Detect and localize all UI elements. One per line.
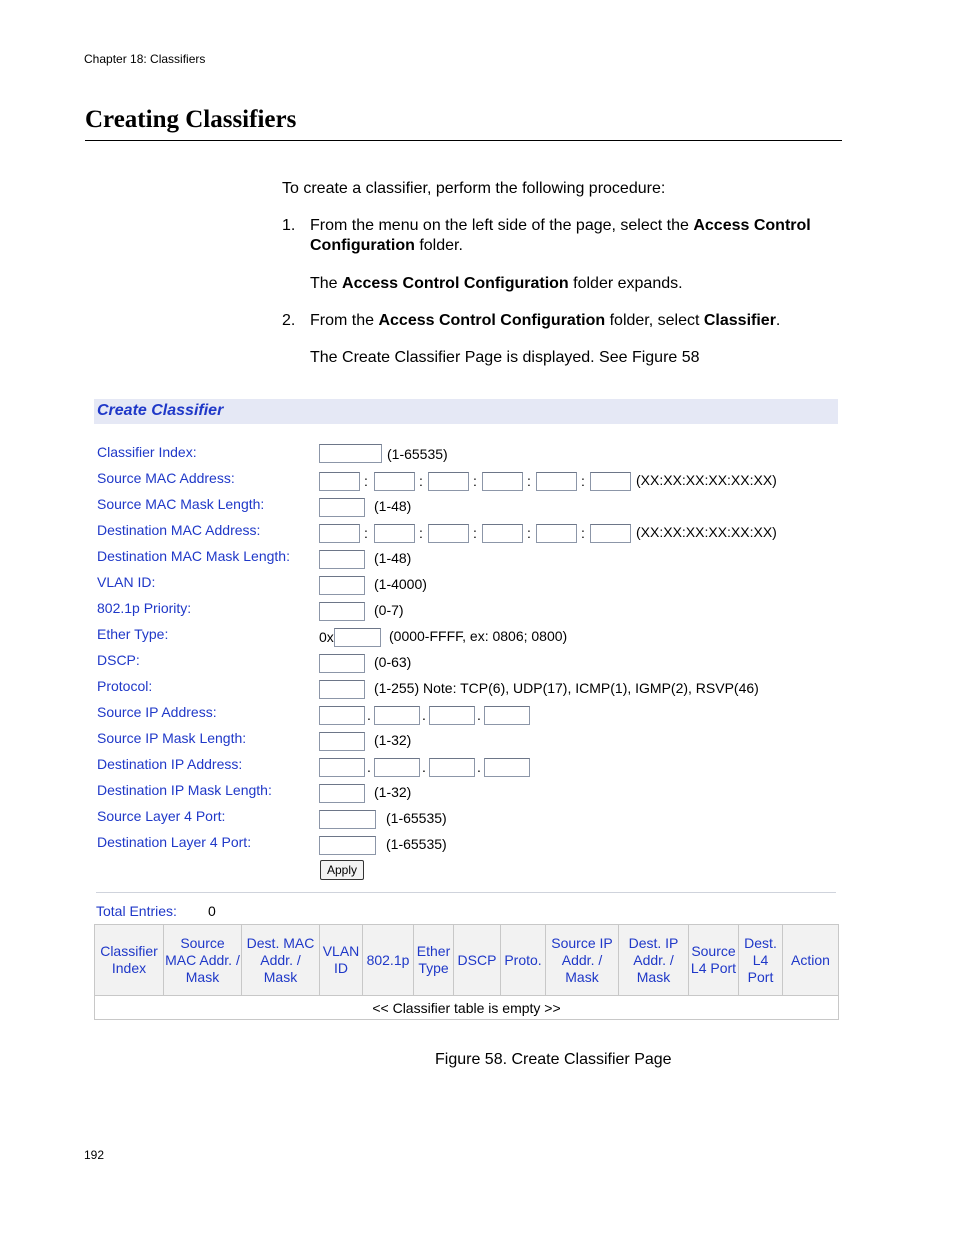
mac-octet-input[interactable] [319,524,360,543]
field-input[interactable] [319,732,365,751]
field-label: VLAN ID: [97,574,156,590]
mac-separator: : [527,525,531,541]
field-hint: (XX:XX:XX:XX:XX:XX) [636,524,777,540]
table-column-header: Source IP Addr. / Mask [546,925,619,996]
table-column-header: Action [783,925,839,996]
field-input[interactable] [319,498,365,517]
mac-octet-input[interactable] [319,472,360,491]
ip-separator: . [367,707,371,723]
field-hint: (0000-FFFF, ex: 0806; 0800) [389,628,568,644]
field-hint: (1-65535) [386,810,447,826]
ip-octet-input[interactable] [374,706,420,725]
ip-octet-input[interactable] [374,758,420,777]
field-input[interactable] [319,576,365,595]
field-hint: (1-32) [374,732,412,748]
total-entries-label: Total Entries: [96,903,177,919]
field-hint: (1-48) [374,550,412,566]
table-column-header: 802.1p [363,925,414,996]
mac-octet-input[interactable] [482,524,523,543]
field-label: Classifier Index: [97,444,197,460]
step-2-result: The Create Classifier Page is displayed. See Figure 58 [310,349,700,366]
mac-separator: : [527,473,531,489]
mac-octet-input[interactable] [428,524,469,543]
field-label: Source IP Address: [97,704,217,720]
field-label: Destination IP Address: [97,756,243,772]
table-column-header: Source L4 Port [689,925,739,996]
figure-caption: Figure 58. Create Classifier Page [435,1051,672,1068]
ip-separator: . [477,759,481,775]
field-hint: (1-65535) [387,446,448,462]
field-label: Destination Layer 4 Port: [97,834,252,850]
field-label: Destination MAC Address: [97,522,261,538]
field-hint: (1-65535) [386,836,447,852]
field-label: Source Layer 4 Port: [97,808,226,824]
step-1-result: The Access Control Configuration folder expands. [310,275,683,292]
table-column-header: Dest. IP Addr. / Mask [619,925,689,996]
field-hint: (0-63) [374,654,412,670]
field-label: Source MAC Mask Length: [97,496,265,512]
field-label: Destination MAC Mask Length: [97,548,290,564]
mac-separator: : [473,473,477,489]
mac-octet-input[interactable] [536,472,577,491]
ether-type-input[interactable] [334,628,381,647]
field-label: Source MAC Address: [97,470,235,486]
ip-octet-input[interactable] [429,758,475,777]
table-header-row [95,925,839,996]
mac-octet-input[interactable] [590,524,631,543]
mac-octet-input[interactable] [536,524,577,543]
classifier-table [94,924,839,1020]
field-input[interactable] [319,602,365,621]
hex-prefix: 0x [319,629,334,645]
ip-separator: . [477,707,481,723]
port-input[interactable] [319,810,376,829]
page-number: 192 [84,1148,105,1162]
ip-octet-input[interactable] [484,758,530,777]
table-column-header: Dest. L4 Port [739,925,783,996]
table-column-header: Source MAC Addr. / Mask [164,925,242,996]
mac-octet-input[interactable] [374,472,415,491]
mac-separator: : [419,473,423,489]
section-title: Creating Classifiers [85,106,297,133]
field-hint: (1-48) [374,498,412,514]
field-hint: (1-4000) [374,576,427,592]
mac-separator: : [364,473,368,489]
step-1-number: 1. [282,217,296,234]
intro-paragraph: To create a classifier, perform the following procedure: [282,180,666,197]
field-hint: (1-32) [374,784,412,800]
table-column-header: VLAN ID [320,925,363,996]
ip-octet-input[interactable] [429,706,475,725]
field-input[interactable] [319,680,365,699]
field-hint: (1-255) Note: TCP(6), UDP(17), ICMP(1), IGMP(2), RSVP(46) [374,680,759,696]
field-input[interactable] [319,784,365,803]
field-input[interactable] [319,654,365,673]
table-column-header: Proto. [501,925,546,996]
apply-button[interactable]: Apply [320,860,364,880]
table-column-header: Ether Type [414,925,454,996]
table-empty-message: << Classifier table is empty >> [95,996,839,1020]
field-label: Protocol: [97,678,153,694]
ip-separator: . [367,759,371,775]
field-input[interactable] [319,550,365,569]
ip-octet-input[interactable] [319,706,365,725]
step-1-text: From the menu on the left side of the page, select the Access Control Configuration folder. [310,217,811,254]
field-label: Ether Type: [97,626,169,642]
ip-octet-input[interactable] [319,758,365,777]
mac-octet-input[interactable] [374,524,415,543]
field-hint: (0-7) [374,602,404,618]
field-label: Source IP Mask Length: [97,730,247,746]
table-column-header: Dest. MAC Addr. / Mask [242,925,320,996]
table-column-header: Classifier Index [95,925,164,996]
mac-octet-input[interactable] [428,472,469,491]
total-entries-value: 0 [208,903,216,919]
ip-octet-input[interactable] [484,706,530,725]
field-hint: (XX:XX:XX:XX:XX:XX) [636,472,777,488]
port-input[interactable] [319,836,376,855]
mac-separator: : [581,473,585,489]
field-label: DSCP: [97,652,140,668]
mac-separator: : [581,525,585,541]
step-2-text: From the Access Control Configuration folder, select Classifier. [310,312,781,329]
field-label: Destination IP Mask Length: [97,782,272,798]
chapter-header: Chapter 18: Classifiers [84,52,206,66]
panel-title: Create Classifier [97,402,224,419]
title-rule [85,140,842,141]
field-label: 802.1p Priority: [97,600,192,616]
form-divider [96,892,836,893]
step-2-number: 2. [282,312,296,329]
mac-octet-input[interactable] [590,472,631,491]
classifier-index-input[interactable] [319,444,382,463]
mac-separator: : [473,525,477,541]
mac-separator: : [364,525,368,541]
ip-separator: . [422,759,426,775]
mac-separator: : [419,525,423,541]
mac-octet-input[interactable] [482,472,523,491]
table-empty-row [95,996,839,1020]
ip-separator: . [422,707,426,723]
table-column-header: DSCP [454,925,501,996]
